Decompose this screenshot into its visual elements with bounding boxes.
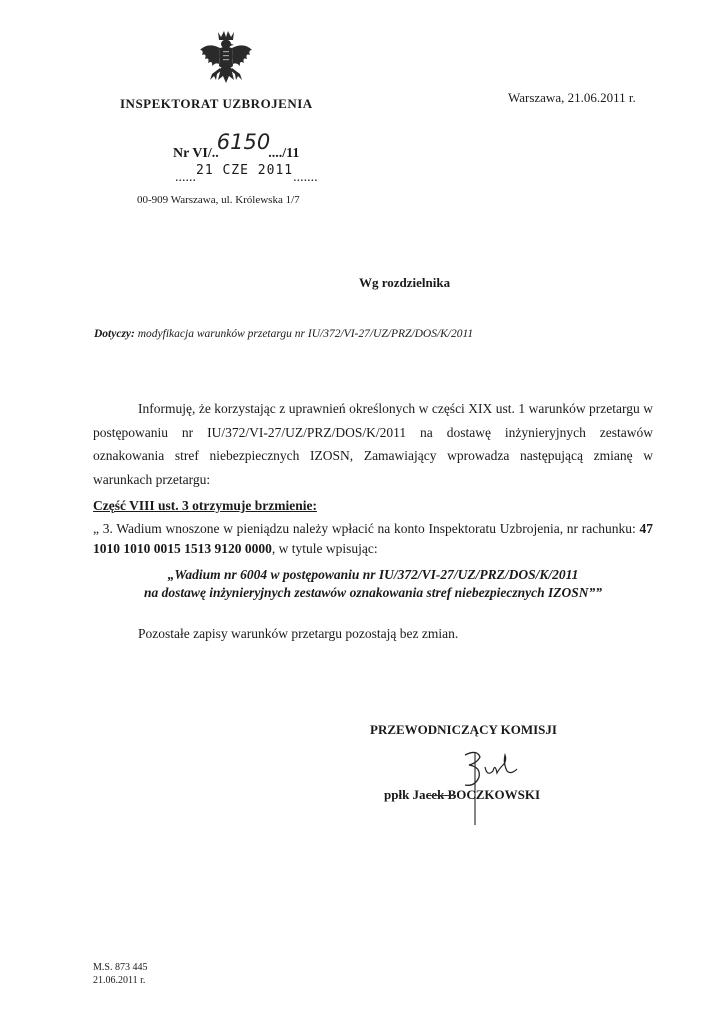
quote-line-1: „Wadium nr 6004 w postępowaniu nr IU/372/VI-27/UZ/PRZ/DOS/K/2011	[167, 567, 579, 582]
account-number: 47 1010 1010 0015 1513 9120 0000	[93, 521, 653, 556]
ref-dots-right: ....	[268, 146, 283, 161]
point-3	[93, 519, 653, 559]
quote-line-2: na dostawę inżynieryjnych zestawów oznakowania stref niebezpiecznych IZOSN””	[144, 585, 602, 600]
chair-name	[384, 787, 540, 803]
subject-text: modyfikacja warunków przetargu nr IU/372/VI-27/UZ/PRZ/DOS/K/2011	[134, 328, 474, 340]
institution-name: INSPEKTORAT UZBROJENIA	[120, 96, 313, 111]
point-suffix: , w tytule wpisując:	[271, 541, 378, 556]
ref-prefix: Nr VI/	[173, 146, 212, 161]
eagle-emblem-icon	[196, 28, 256, 92]
footer-code: M.S. 873 445	[93, 962, 148, 973]
ref-handwritten-number: 6150	[216, 130, 271, 154]
place-date: Warszawa, 21.06.2011 r.	[508, 90, 636, 105]
ref-suffix: /11	[282, 146, 300, 161]
surname-rest: OCZKOWSKI	[456, 787, 541, 802]
footer-date: 21.06.2011 r.	[93, 975, 146, 986]
subject-label: Dotyczy:	[94, 328, 135, 340]
stamp-dots-right: .......	[293, 170, 318, 185]
ref-dots-left: ..	[211, 146, 219, 161]
subject-line	[94, 328, 473, 340]
stamp-date-value: 21 CZE 2011	[196, 163, 294, 178]
section-heading: Część VIII ust. 3 otrzymuje brzmienie:	[93, 498, 317, 513]
address: 00-909 Warszawa, ul. Królewska 1/7	[137, 194, 300, 206]
payment-title-quote	[93, 566, 653, 602]
paragraph-text: Informuję, że korzystając z uprawnień określonych w części XIX ust. 1 warunków przetargu w postępowaniu nr IU/372/VI-27/UZ/PRZ/DOS/K/2011 na dostawę inżynieryjnych zestawów oznakowania stref niebezpiecznych IZOSN, Zamawiający wprowadza następującą zmianę w warunkach przetargu:	[93, 401, 653, 487]
chair-title: PRZEWODNICZĄCY KOMISJI	[370, 722, 557, 737]
recipient: Wg rozdzielnika	[359, 275, 451, 290]
rank-name: ppłk Ja	[384, 787, 426, 802]
date-stamp	[175, 163, 318, 186]
struck-name-part: cek B	[425, 787, 457, 802]
closing-sentence: Pozostałe zapisy warunków przetargu pozostają bez zmian.	[138, 626, 459, 641]
body-paragraph	[93, 397, 653, 491]
stamp-dots: ......	[175, 170, 196, 185]
point-prefix: „ 3. Wadium wnoszone w pieniądzu należy wpłacić na konto Inspektoratu Uzbrojenia, nr rachunku:	[93, 521, 640, 536]
reference-number	[173, 130, 300, 162]
